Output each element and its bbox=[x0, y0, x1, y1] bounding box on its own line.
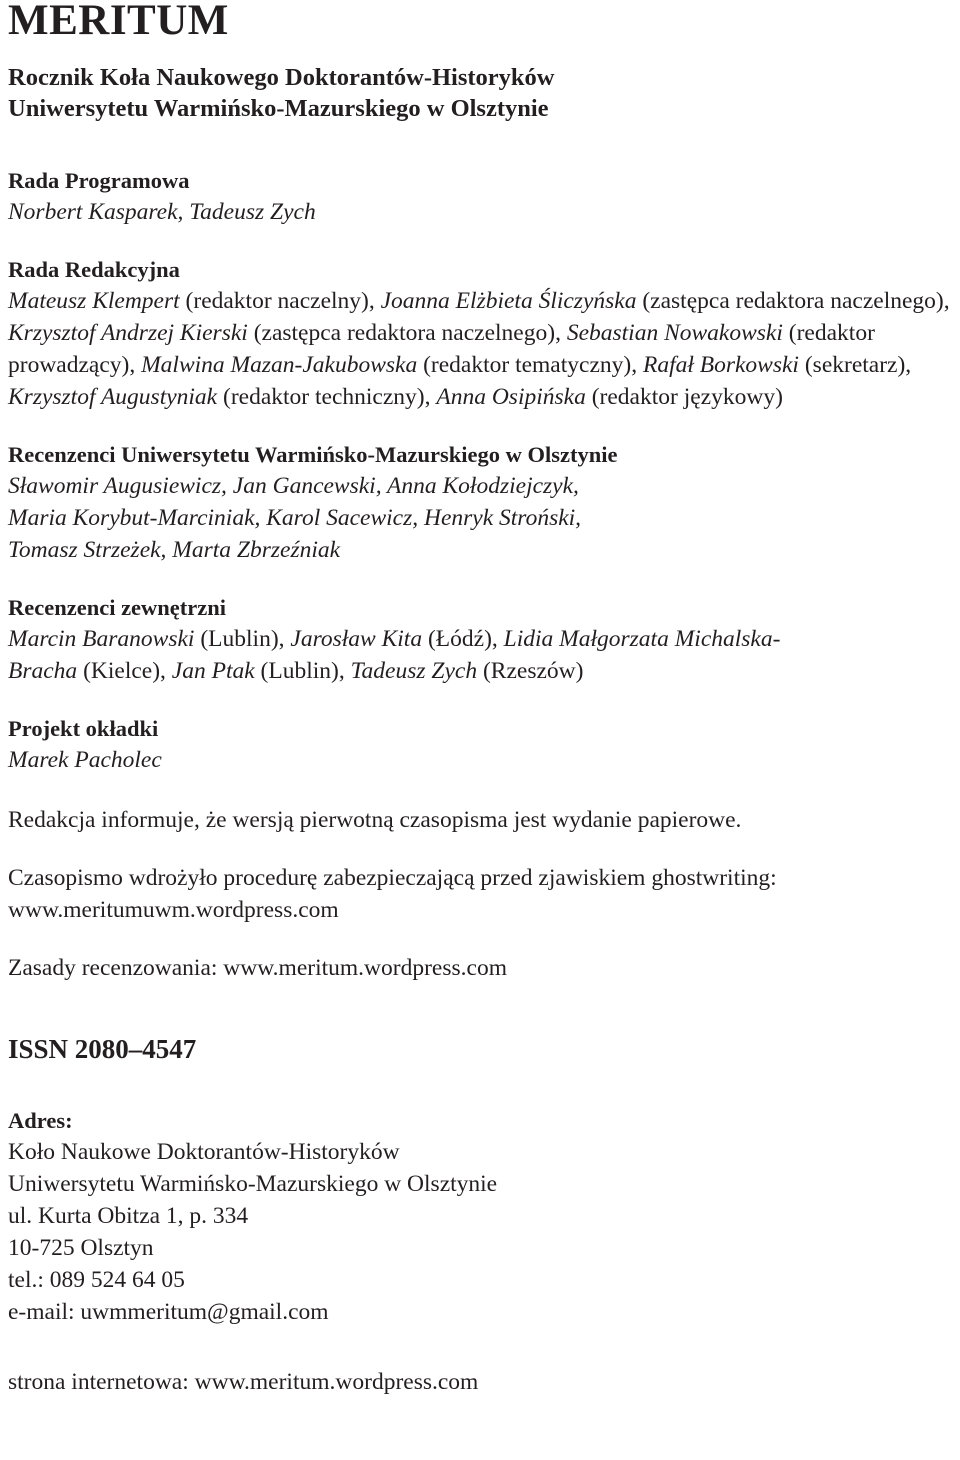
member-name: Sebastian Nowakowski bbox=[566, 320, 783, 346]
reviewer-name: Lidia Małgorzata Michalska-Bracha bbox=[8, 626, 781, 684]
reviewer-place: (Rzeszów) bbox=[477, 658, 584, 684]
rada-programowa-section bbox=[8, 166, 960, 228]
member-name: Mateusz Klempert bbox=[8, 288, 180, 314]
ghostwriting-note-line: Czasopismo wdrożyło procedurę zabezpieczającą przed zjawiskiem ghostwriting: bbox=[8, 865, 777, 891]
issn: ISSN 2080–4547 bbox=[8, 1034, 197, 1064]
reviewer-name: Jan Ptak bbox=[171, 658, 255, 684]
projekt-okladki-name: Marek Pacholec bbox=[8, 747, 162, 773]
rada-programowa-heading: Rada Programowa bbox=[8, 168, 190, 193]
member-role: (redaktor językowy) bbox=[585, 384, 783, 410]
rada-redakcyjna-heading: Rada Redakcyjna bbox=[8, 257, 180, 282]
reviewer-name: Tadeusz Zych bbox=[350, 658, 478, 684]
address-line: Koło Naukowe Doktorantów-Historyków bbox=[8, 1139, 400, 1165]
reviewer-name: Jarosław Kita bbox=[290, 626, 423, 652]
recenzenci-uwm-section bbox=[8, 440, 960, 566]
member-name: Joanna Elżbieta Śliczyńska bbox=[380, 288, 637, 314]
phone-line: tel.: 089 524 64 05 bbox=[8, 1267, 185, 1293]
recenzenci-uwm-line: Tomasz Strzeżek, Marta Zbrzeźniak bbox=[8, 537, 341, 563]
address-heading: Adres: bbox=[8, 1108, 73, 1133]
journal-subtitle bbox=[8, 62, 960, 124]
member-role: (zastępca redaktora naczelnego), bbox=[636, 288, 950, 314]
projekt-okladki-heading: Projekt okładki bbox=[8, 716, 159, 741]
member-name: Rafał Borkowski bbox=[642, 352, 799, 378]
reviewer-place: (Kielce), bbox=[77, 658, 172, 684]
rada-redakcyjna-section bbox=[8, 255, 960, 413]
subtitle-line: Rocznik Koła Naukowego Doktorantów-Historyków bbox=[8, 64, 555, 91]
recenzenci-zewnetrzni-members bbox=[8, 623, 828, 687]
address-line: ul. Kurta Obitza 1, p. 334 bbox=[8, 1203, 249, 1229]
ghostwriting-url[interactable]: www.meritumuwm.wordpress.com bbox=[8, 897, 339, 923]
review-rules-note: Zasady recenzowania: www.meritum.wordpress.com bbox=[8, 955, 507, 981]
recenzenci-zewnetrzni-heading: Recenzenci zewnętrzni bbox=[8, 595, 227, 620]
rada-programowa-names: Norbert Kasparek, Tadeusz Zych bbox=[8, 199, 316, 225]
recenzenci-uwm-line: Sławomir Augusiewicz, Jan Gancewski, Anna Kołodziejczyk, bbox=[8, 473, 579, 499]
member-role: (redaktor techniczny), bbox=[217, 384, 437, 410]
member-role: (redaktor tematyczny), bbox=[417, 352, 643, 378]
journal-title: MERITUM bbox=[8, 0, 229, 44]
reviewer-place: (Lublin), bbox=[194, 626, 291, 652]
address-section bbox=[8, 1106, 960, 1328]
website-line[interactable]: strona internetowa: www.meritum.wordpress.com bbox=[8, 1369, 479, 1395]
member-role: (sekretarz), bbox=[798, 352, 912, 378]
address-line: 10-725 Olsztyn bbox=[8, 1235, 154, 1261]
reviewer-place: (Łódź), bbox=[422, 626, 504, 652]
member-name: Anna Osipińska bbox=[436, 384, 586, 410]
member-role: (zastępca redaktora naczelnego), bbox=[247, 320, 567, 346]
subtitle-line: Uniwersytetu Warmińsko-Mazurskiego w Olsztynie bbox=[8, 95, 549, 122]
rada-redakcyjna-members bbox=[8, 285, 960, 413]
email-line[interactable]: e-mail: uwmmeritum@gmail.com bbox=[8, 1299, 329, 1325]
recenzenci-uwm-line: Maria Korybut-Marciniak, Karol Sacewicz, Henryk Stroński, bbox=[8, 505, 582, 531]
ghostwriting-note bbox=[8, 862, 960, 926]
member-name: Malwina Mazan-Jakubowska bbox=[141, 352, 418, 378]
member-role: (redaktor prowadzący), bbox=[8, 320, 875, 378]
paper-version-note: Redakcja informuje, że wersją pierwotną czasopisma jest wydanie papierowe. bbox=[8, 807, 742, 833]
member-name: Krzysztof Augustyniak bbox=[8, 384, 218, 410]
recenzenci-uwm-heading: Recenzenci Uniwersytetu Warmińsko-Mazurskiego w Olsztynie bbox=[8, 442, 618, 467]
address-line: Uniwersytetu Warmińsko-Mazurskiego w Olsztynie bbox=[8, 1171, 498, 1197]
member-name: Krzysztof Andrzej Kierski bbox=[8, 320, 248, 346]
recenzenci-zewnetrzni-section bbox=[8, 593, 960, 687]
projekt-okladki-section bbox=[8, 714, 960, 776]
reviewer-name: Marcin Baranowski bbox=[8, 626, 195, 652]
reviewer-place: (Lublin), bbox=[254, 658, 351, 684]
member-role: (redaktor naczelny), bbox=[179, 288, 381, 314]
